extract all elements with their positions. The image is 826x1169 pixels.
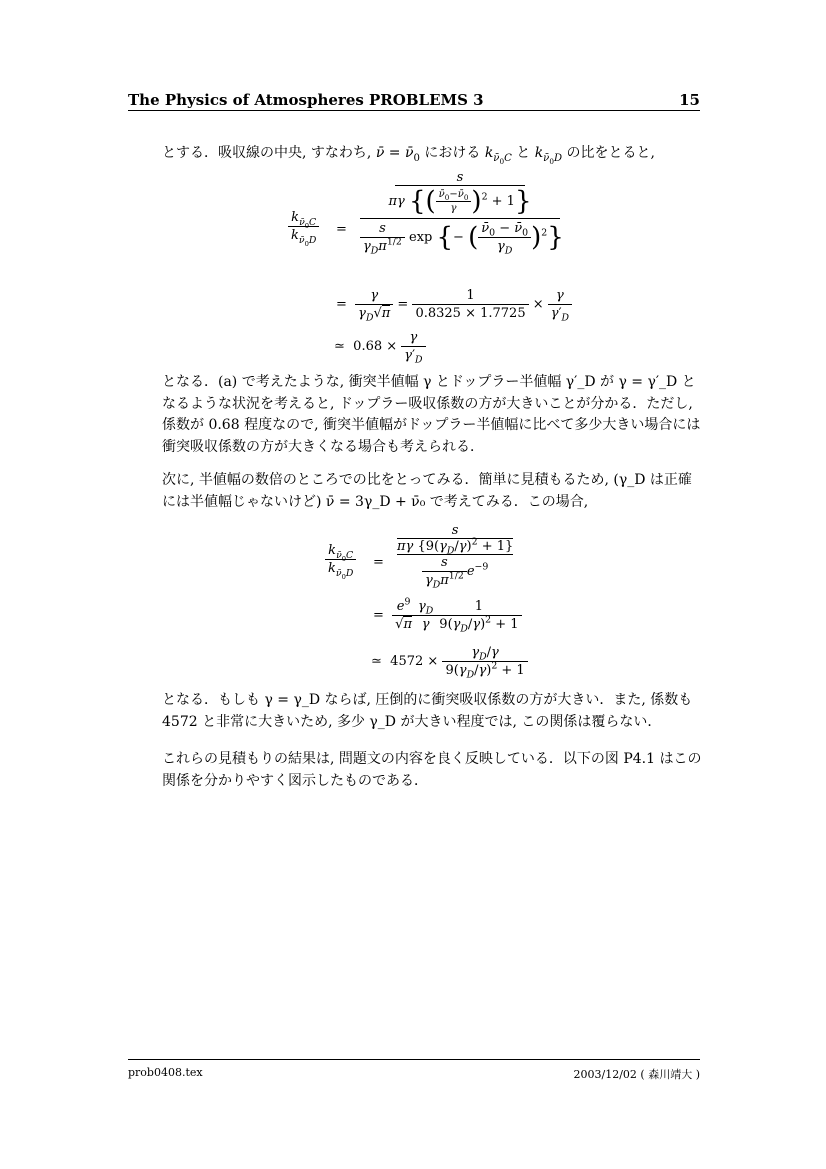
equation-2	[325, 523, 585, 683]
paragraph-conclusion-1	[162, 690, 702, 733]
eq2-line3: ≃ 4572 × $\frac{\gamma_D/\gamma}{9(\gamma_D/\gamma)^2 + 1}$	[371, 645, 528, 678]
eq1-line2: = $\frac{\gamma}{\gamma_D√\pi}$ = $\frac{1}{0.8325 \times 1.7725}$ × $\frac{\gamma}{\gamma'_D}$	[336, 288, 572, 321]
eq2-big-fraction: s πγ $\{9(\gamma_D/\gamma)^2 + 1\}$ $\frac{s}{\gamma_D\pi^{1/2}}$ $e^{-9}$	[397, 523, 514, 591]
footer-date-author: 2003/12/02 ( 森川靖大 )	[573, 1068, 700, 1081]
page-header	[128, 90, 700, 111]
paragraph-analysis-2	[162, 470, 702, 513]
page-number: 15	[679, 91, 700, 109]
equation-1	[270, 170, 590, 365]
eq2-line2: = $\frac{e^9}{√\pi}$ $\frac{\gamma_D}{\gamma}$ $\frac{1}{9(\gamma_D/\gamma)^2 + 1}$	[373, 599, 522, 632]
running-title: The Physics of Atmospheres PROBLEMS 3	[128, 91, 484, 109]
footer-filename: prob0408.tex	[128, 1066, 203, 1079]
eq1-denominator: 0.8325 × 1.7725	[415, 306, 526, 321]
p1-visible: とする．吸収線の中央, すなわち, ν̄ = $\nū_0$ における $k_{\nū_0C}$ と $k_{\nū_0D}$ の比をとると,	[162, 145, 655, 166]
paragraph-text: 次に, 半値幅の数倍のところでの比をとってみる．簡単に見積もるため, (γ_D は正確には半値幅じゃないけど) ν̄ = 3γ_D + ν̄₀ で考えてみる．この場合,	[162, 472, 692, 510]
eq1-coefficient: 0.68	[353, 339, 383, 354]
paragraph-text: となる．もしも γ = γ_D ならば, 圧倒的に衝突吸収係数の方が大きい．また, 係数も 4572 と非常に大きいため, 多少 γ_D が大きい程度では, この関係は覆らない．	[162, 692, 693, 730]
paragraph-conclusion-2	[162, 749, 702, 792]
eq1-numerator: 1	[412, 288, 528, 305]
paragraph-intro	[162, 143, 702, 165]
eq2-coefficient: 4572	[390, 654, 424, 669]
eq2-eq-sign: =	[373, 555, 384, 570]
paragraph-analysis-1	[162, 372, 702, 458]
paragraph-text: これらの見積もりの結果は, 問題文の内容を良く反映している．以下の図 P4.1 はこの関係を分かりやすく図示したものである．	[162, 751, 702, 789]
eq1-lhs: $\frac{k_{\nū_0C}}{k_{\nū_0D}}$	[288, 210, 319, 244]
paragraph-text: となる．(a) で考えたような, 衝突半値幅 γ とドップラー半値幅 γ′_D が γ = γ′_D となるような状況を考えると, ドップラー吸収係数の方が大きいことが分かる．ただし, 係数が 0.68 程度なので, 衝突半値幅がドップラー半値幅に比べて多少大きい場合には衝突吸収係数の方が大きくなる場合も考えられる．	[162, 374, 701, 455]
eq1-big-fraction: s πγ {( $\frac{\nū_0-\nū_0}{\gamma}$ )$^2$ + 1} $\frac{s}{\gamma_D\pi^{1/2}}$ exp {− ( $\frac{\nū_0 - \nū_0}{\gamma_D}$ )$^2$}	[360, 170, 560, 254]
eq2-lhs: $\frac{k_{\nū_0C}}{k_{\nū_0D}}$	[325, 543, 356, 577]
page-footer	[128, 1059, 700, 1081]
eq1-eq-sign: =	[336, 222, 347, 237]
eq1-line3: ≃ 0.68 × $\frac{\gamma}{\gamma'_D}$	[334, 330, 426, 363]
